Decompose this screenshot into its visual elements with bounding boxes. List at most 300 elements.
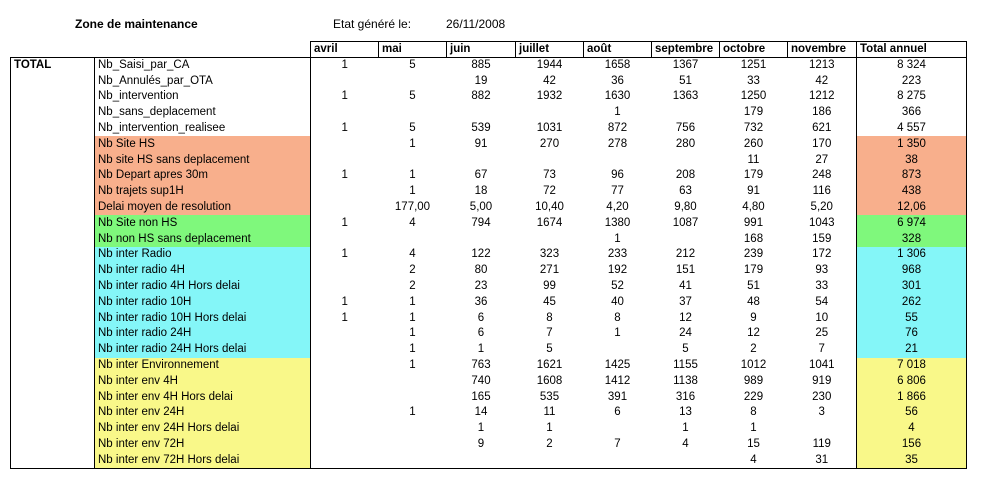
value-cell <box>379 231 447 247</box>
value-cell <box>311 437 379 453</box>
annual-total-cell: 6 806 <box>857 373 967 389</box>
header-label <box>95 42 311 58</box>
header-group <box>11 42 95 58</box>
row-group <box>11 121 95 137</box>
row-group <box>11 405 95 421</box>
value-cell: 9 <box>750 311 757 324</box>
value-cell: 9 <box>477 438 485 451</box>
table-row <box>11 168 967 184</box>
annual-total-cell: 262 <box>857 294 967 310</box>
row-label: Nb Site non HS <box>95 215 311 231</box>
value-cell: 1658 <box>604 59 631 72</box>
value-cell: 91 <box>747 185 760 198</box>
value-cell <box>311 342 379 358</box>
column-header: juin <box>447 42 516 58</box>
value-cell: 539 <box>471 122 491 135</box>
row-group <box>11 105 95 121</box>
value-cell: 1380 <box>604 216 631 229</box>
table-row <box>11 105 967 121</box>
zone-title: Zone de maintenance <box>75 17 198 31</box>
table-row <box>11 247 967 263</box>
value-cell: 1 <box>409 295 416 308</box>
value-cell: 1 <box>477 343 485 356</box>
value-cell: 13 <box>679 406 692 419</box>
value-cell: 33 <box>747 74 760 87</box>
value-cell: 1 <box>750 422 757 435</box>
value-cell: 1250 <box>740 90 767 103</box>
value-cell <box>311 421 379 437</box>
value-cell: 270 <box>539 137 560 150</box>
value-cell <box>516 105 584 121</box>
value-cell: 11 <box>747 153 760 166</box>
annual-total-cell: 4 557 <box>857 121 967 137</box>
value-cell: 1630 <box>604 90 631 103</box>
value-cell: 7 <box>546 327 553 340</box>
value-cell: 63 <box>679 185 692 198</box>
value-cell: 5 <box>546 343 553 356</box>
row-group <box>11 310 95 326</box>
value-cell: 93 <box>815 264 829 277</box>
value-cell: 91 <box>474 137 488 150</box>
value-cell <box>379 373 447 389</box>
value-cell: 37 <box>679 295 692 308</box>
value-cell: 192 <box>607 264 628 277</box>
value-cell: 1412 <box>604 374 631 387</box>
value-cell: 1944 <box>536 59 563 72</box>
value-cell: 5 <box>409 122 416 135</box>
annual-total-cell: 1 306 <box>857 247 967 263</box>
value-cell: 2 <box>409 264 416 277</box>
value-cell: 1425 <box>604 359 631 372</box>
row-label: Nb Depart apres 30m <box>95 168 311 184</box>
row-label: Nb inter Environnement <box>95 358 311 374</box>
value-cell: 45 <box>543 295 556 308</box>
value-cell: 23 <box>474 280 488 293</box>
value-cell: 989 <box>743 374 764 387</box>
value-cell: 1 <box>311 294 379 310</box>
column-header: août <box>584 42 652 58</box>
value-cell: 316 <box>675 390 696 403</box>
value-cell: 179 <box>743 169 764 182</box>
table-row <box>11 121 967 137</box>
value-cell: 5 <box>409 59 416 72</box>
table-row <box>11 215 967 231</box>
value-cell <box>379 73 447 89</box>
value-cell: 1 <box>409 137 416 150</box>
value-cell: 19 <box>474 74 488 87</box>
value-cell: 179 <box>743 264 764 277</box>
value-cell: 72 <box>543 185 556 198</box>
annual-total-cell: 156 <box>857 437 967 453</box>
table-row <box>11 58 967 74</box>
value-cell <box>311 184 379 200</box>
value-cell <box>516 152 584 168</box>
value-cell: 186 <box>812 106 832 119</box>
value-cell: 179 <box>743 106 764 119</box>
value-cell <box>379 452 447 468</box>
annual-total-cell: 366 <box>857 105 967 121</box>
value-cell: 2 <box>546 438 553 451</box>
table-row <box>11 437 967 453</box>
value-cell <box>311 200 379 216</box>
value-cell <box>516 231 584 247</box>
value-cell <box>584 452 652 468</box>
value-cell: 621 <box>812 122 832 135</box>
row-group <box>11 215 95 231</box>
value-cell: 260 <box>743 137 764 150</box>
table-row <box>11 326 967 342</box>
value-cell <box>311 389 379 405</box>
value-cell <box>584 342 652 358</box>
row-label: Nb_intervention_realisee <box>95 121 311 137</box>
value-cell: 1043 <box>808 216 835 229</box>
value-cell: 1 <box>409 406 416 419</box>
value-cell: 5 <box>682 343 689 356</box>
column-header: novembre <box>788 42 857 58</box>
table-row <box>11 294 967 310</box>
value-cell: 4,80 <box>742 201 765 214</box>
value-cell <box>447 105 516 121</box>
row-label: Nb inter radio 24H Hors delai <box>95 342 311 358</box>
value-cell: 31 <box>788 452 857 468</box>
annual-total-cell: 328 <box>857 231 967 247</box>
row-group <box>11 263 95 279</box>
value-cell: 4 <box>682 438 689 451</box>
value-cell: 10,40 <box>535 201 564 214</box>
value-cell: 919 <box>812 374 832 387</box>
column-header: avril <box>311 42 379 58</box>
value-cell: 271 <box>539 264 560 277</box>
value-cell: 391 <box>607 390 628 403</box>
value-cell <box>516 452 584 468</box>
value-cell <box>379 152 447 168</box>
value-cell <box>311 452 379 468</box>
value-cell <box>311 279 379 295</box>
table-row <box>11 184 967 200</box>
annual-total-cell: 8 324 <box>857 58 967 74</box>
annual-total-cell: 38 <box>857 152 967 168</box>
value-cell: 1 <box>311 58 379 74</box>
value-cell: 25 <box>815 327 829 340</box>
value-cell: 1 <box>409 311 416 324</box>
table-row <box>11 231 967 247</box>
value-cell: 1 <box>409 327 416 340</box>
table-row <box>11 310 967 326</box>
row-group <box>11 89 95 105</box>
value-cell: 80 <box>474 264 488 277</box>
value-cell: 67 <box>474 169 488 182</box>
value-cell: 5,00 <box>469 201 493 214</box>
row-group <box>11 152 95 168</box>
table-row <box>11 452 967 468</box>
value-cell: 1 <box>311 121 379 137</box>
value-cell: 119 <box>812 438 831 451</box>
value-cell: 1 <box>311 247 379 263</box>
annual-total-cell: 301 <box>857 279 967 295</box>
value-cell: 1 <box>614 106 621 119</box>
value-cell <box>447 452 516 468</box>
annual-total-cell: 223 <box>857 73 967 89</box>
value-cell: 122 <box>471 248 491 261</box>
annual-total-cell: 35 <box>857 452 967 468</box>
value-cell: 1012 <box>740 359 767 372</box>
value-cell: 1 <box>311 310 379 326</box>
row-group <box>11 279 95 295</box>
value-cell <box>379 105 447 121</box>
value-cell: 732 <box>743 122 764 135</box>
value-cell: 991 <box>743 216 764 229</box>
value-cell: 2 <box>750 343 757 356</box>
value-cell: 170 <box>812 137 832 150</box>
value-cell <box>379 421 447 437</box>
column-header: mai <box>379 42 447 58</box>
value-cell: 51 <box>747 280 760 293</box>
row-label: Nb inter env 72H Hors delai <box>95 452 311 468</box>
value-cell: 4 <box>409 216 416 229</box>
value-cell: 740 <box>471 374 491 387</box>
annual-total-cell: 4 <box>857 421 967 437</box>
value-cell: 10 <box>815 311 829 324</box>
value-cell <box>311 152 379 168</box>
value-cell: 1138 <box>673 374 698 387</box>
value-cell: 52 <box>611 280 624 293</box>
value-cell <box>652 152 720 168</box>
value-cell: 1 <box>409 185 416 198</box>
table-row <box>11 373 967 389</box>
value-cell: 48 <box>747 295 760 308</box>
value-cell: 6 <box>614 406 621 419</box>
value-cell: 42 <box>815 74 829 87</box>
value-cell: 1213 <box>808 59 835 72</box>
header-row <box>11 42 967 58</box>
row-label: Nb non HS sans deplacement <box>95 231 311 247</box>
value-cell: 6 <box>477 311 485 324</box>
row-label: Nb inter env 4H Hors delai <box>95 389 311 405</box>
value-cell: 73 <box>543 169 556 182</box>
table-row <box>11 200 967 216</box>
table-row <box>11 136 967 152</box>
table-row <box>11 389 967 405</box>
value-cell <box>584 421 652 437</box>
value-cell: 11 <box>543 406 556 419</box>
row-group <box>11 421 95 437</box>
value-cell: 794 <box>471 216 491 229</box>
value-cell: 99 <box>543 280 556 293</box>
row-group <box>11 437 95 453</box>
value-cell: 535 <box>539 390 560 403</box>
row-label: Nb inter radio 24H <box>95 326 311 342</box>
value-cell <box>311 231 379 247</box>
table-row <box>11 421 967 437</box>
row-label: Nb inter radio 10H Hors delai <box>95 310 311 326</box>
annual-total-cell: 438 <box>857 184 967 200</box>
value-cell: 872 <box>607 122 628 135</box>
row-label: Nb inter env 4H <box>95 373 311 389</box>
row-label: Nb inter env 24H Hors delai <box>95 421 311 437</box>
column-header: Total annuel <box>857 42 967 58</box>
value-cell: 1367 <box>672 59 699 72</box>
value-cell: 12 <box>679 311 692 324</box>
value-cell: 168 <box>743 232 764 245</box>
value-cell: 51 <box>679 74 692 87</box>
row-group <box>11 231 95 247</box>
etat-label: Etat généré le: <box>333 17 412 31</box>
value-cell <box>311 263 379 279</box>
annual-total-cell: 21 <box>857 342 967 358</box>
value-cell: 1 <box>409 169 416 182</box>
value-cell: 1674 <box>536 216 563 229</box>
value-cell: 116 <box>812 185 831 198</box>
table-row <box>11 342 967 358</box>
value-cell: 4,20 <box>606 201 629 214</box>
annual-total-cell: 56 <box>857 405 967 421</box>
row-group <box>11 136 95 152</box>
value-cell: 151 <box>675 264 696 277</box>
row-label: Nb inter Radio <box>95 247 311 263</box>
row-group <box>11 342 95 358</box>
value-cell: 5 <box>409 90 416 103</box>
value-cell <box>311 105 379 121</box>
annual-total-cell: 873 <box>857 168 967 184</box>
value-cell: 1 <box>311 89 379 105</box>
value-cell: 177,00 <box>394 201 431 214</box>
table-row <box>11 152 967 168</box>
value-cell: 1 <box>477 422 485 435</box>
value-cell: 756 <box>675 122 696 135</box>
table-row <box>11 358 967 374</box>
row-group: TOTAL <box>11 58 95 74</box>
row-label: Delai moyen de resolution <box>95 200 311 216</box>
value-cell: 229 <box>743 390 764 403</box>
table-row <box>11 89 967 105</box>
value-cell: 1155 <box>673 359 698 372</box>
value-cell: 5,20 <box>810 201 833 214</box>
value-cell: 230 <box>812 390 832 403</box>
value-cell: 1 <box>682 422 689 435</box>
value-cell <box>584 152 652 168</box>
value-cell <box>652 231 720 247</box>
row-group <box>11 389 95 405</box>
table-row <box>11 263 967 279</box>
value-cell: 15 <box>747 438 760 451</box>
row-group <box>11 247 95 263</box>
value-cell: 1932 <box>536 90 563 103</box>
table-body <box>11 58 967 469</box>
value-cell: 239 <box>743 248 764 261</box>
annual-total-cell: 7 018 <box>857 358 967 374</box>
value-cell <box>447 152 516 168</box>
annual-total-cell: 6 974 <box>857 215 967 231</box>
value-cell: 212 <box>675 248 696 261</box>
value-cell: 159 <box>812 232 832 245</box>
value-cell: 323 <box>539 248 560 261</box>
annual-total-cell: 1 350 <box>857 136 967 152</box>
value-cell: 4 <box>720 452 788 468</box>
value-cell: 1087 <box>672 216 699 229</box>
value-cell <box>379 437 447 453</box>
value-cell: 280 <box>675 137 696 150</box>
value-cell: 36 <box>611 74 624 87</box>
value-cell: 24 <box>679 327 692 340</box>
value-cell: 18 <box>474 185 488 198</box>
row-group <box>11 373 95 389</box>
value-cell: 1 <box>614 327 621 340</box>
row-group <box>11 73 95 89</box>
row-label: Nb inter radio 4H <box>95 263 311 279</box>
value-cell <box>311 326 379 342</box>
value-cell: 1 <box>311 168 379 184</box>
value-cell: 14 <box>474 406 488 419</box>
annual-total-cell: 12,06 <box>857 200 967 216</box>
value-cell: 885 <box>471 59 491 72</box>
value-cell: 1608 <box>536 374 563 387</box>
row-label: Nb trajets sup1H <box>95 184 311 200</box>
value-cell: 1363 <box>672 90 699 103</box>
table-row <box>11 279 967 295</box>
value-cell <box>447 231 516 247</box>
row-label: Nb_Annulés_par_OTA <box>95 73 311 89</box>
column-header: juillet <box>516 42 584 58</box>
value-cell <box>652 105 720 121</box>
row-label: Nb_Saisi_par_CA <box>95 58 311 74</box>
annual-total-cell: 55 <box>857 310 967 326</box>
row-group <box>11 326 95 342</box>
value-cell: 36 <box>474 295 488 308</box>
value-cell: 33 <box>815 280 829 293</box>
row-label: Nb site HS sans deplacement <box>95 152 311 168</box>
annual-total-cell: 8 275 <box>857 89 967 105</box>
value-cell <box>311 358 379 374</box>
value-cell: 41 <box>679 280 692 293</box>
value-cell: 1 <box>409 359 416 372</box>
value-cell: 278 <box>607 137 628 150</box>
value-cell: 1621 <box>536 359 563 372</box>
value-cell: 1 <box>614 232 621 245</box>
value-cell: 54 <box>815 295 829 308</box>
annual-total-cell: 1 866 <box>857 389 967 405</box>
value-cell: 233 <box>607 248 628 261</box>
value-cell: 172 <box>812 248 832 261</box>
row-label: Nb inter env 72H <box>95 437 311 453</box>
table-row <box>11 73 967 89</box>
row-label: Nb inter radio 10H <box>95 294 311 310</box>
value-cell: 1 <box>546 422 553 435</box>
row-label: Nb inter env 24H <box>95 405 311 421</box>
value-cell: 763 <box>471 359 491 372</box>
annual-total-cell: 968 <box>857 263 967 279</box>
value-cell: 3 <box>818 406 825 419</box>
value-cell: 1 <box>311 215 379 231</box>
value-cell: 27 <box>815 153 829 166</box>
value-cell: 1041 <box>808 359 835 372</box>
column-header: septembre <box>652 42 720 58</box>
annual-total-cell: 76 <box>857 326 967 342</box>
value-cell: 1251 <box>740 59 767 72</box>
table-row <box>11 405 967 421</box>
value-cell: 2 <box>409 280 416 293</box>
value-cell: 4 <box>409 248 416 261</box>
value-cell: 7 <box>818 343 825 356</box>
value-cell: 1 <box>409 343 416 356</box>
row-group <box>11 168 95 184</box>
row-group <box>11 200 95 216</box>
maintenance-table <box>10 41 967 469</box>
row-group <box>11 184 95 200</box>
row-label: Nb inter radio 4H Hors delai <box>95 279 311 295</box>
value-cell: 1031 <box>536 122 563 135</box>
value-cell: 9,80 <box>674 201 697 214</box>
value-cell: 1212 <box>808 90 835 103</box>
